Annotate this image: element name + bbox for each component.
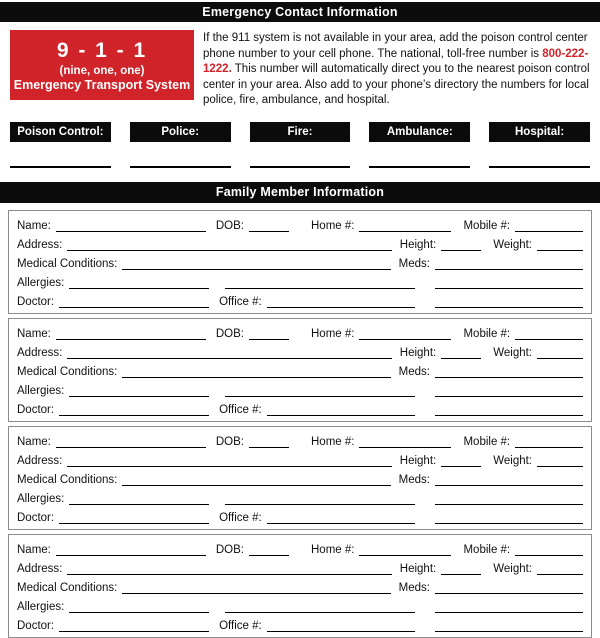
weight-label: Weight: xyxy=(493,346,532,359)
allergies-fill-line xyxy=(69,493,209,505)
weight-label: Weight: xyxy=(493,562,532,575)
home-number-label: Home #: xyxy=(311,327,355,340)
medical-conditions-row xyxy=(17,359,583,378)
allergies-fill-line xyxy=(69,601,209,613)
family-member-header-title: Family Member Information xyxy=(215,184,385,199)
office-number-label: Office #: xyxy=(219,511,262,524)
hospital-fill-line xyxy=(489,166,590,168)
allergies-continuation-line xyxy=(225,277,415,289)
nine-one-one-words: (nine, one, one) xyxy=(59,64,145,77)
medical-conditions-row xyxy=(17,467,583,486)
contact-label-fire: Fire: xyxy=(250,122,351,142)
home-number-fill-line xyxy=(359,328,451,340)
intro-text-after: This number will automatically direct you to the nearest poison control center in your area. Also add to your phone’s directory the numbers for local police, fire, ambulance, and hospital. xyxy=(203,63,590,107)
doctor-fill-line xyxy=(59,404,209,416)
height-fill-line xyxy=(441,347,481,359)
office-number-fill-line xyxy=(267,296,415,308)
dob-label: DOB: xyxy=(215,219,244,232)
weight-fill-line xyxy=(537,563,583,575)
doctor-label: Doctor: xyxy=(17,511,55,524)
doctor-row xyxy=(17,505,583,524)
doctor-fill-line xyxy=(59,620,209,632)
allergies-label: Allergies: xyxy=(17,492,65,505)
meds-continuation-line-2 xyxy=(435,296,583,308)
emergency-transport-system-label: Emergency Transport System xyxy=(13,77,191,92)
home-number-label: Home #: xyxy=(311,219,355,232)
meds-continuation-line-2 xyxy=(435,620,583,632)
mobile-number-fill-line xyxy=(515,220,583,232)
meds-fill-line xyxy=(435,258,583,270)
dob-fill-line xyxy=(249,544,289,556)
medical-conditions-label: Medical Conditions: xyxy=(17,473,118,486)
address-fill-line xyxy=(67,347,391,359)
ambulance-fill-line xyxy=(369,166,470,168)
meds-label: Meds: xyxy=(398,473,430,486)
meds-continuation-line-2 xyxy=(435,512,583,524)
mobile-number-label: Mobile #: xyxy=(463,435,511,448)
medical-conditions-label: Medical Conditions: xyxy=(17,257,118,270)
doctor-row xyxy=(17,613,583,632)
contact-label-ambulance: Ambulance: xyxy=(369,122,470,142)
allergies-row xyxy=(17,270,583,289)
mobile-number-fill-line xyxy=(515,328,583,340)
allergies-fill-line xyxy=(69,277,209,289)
office-number-fill-line xyxy=(267,512,415,524)
family-member-block xyxy=(8,426,592,530)
meds-continuation-line xyxy=(435,493,583,505)
dob-fill-line xyxy=(249,220,289,232)
police-fill-line xyxy=(130,166,231,168)
doctor-fill-line xyxy=(59,512,209,524)
dob-fill-line xyxy=(249,436,289,448)
contact-label-hospital: Hospital: xyxy=(489,122,590,142)
height-label: Height: xyxy=(399,454,437,467)
height-fill-line xyxy=(441,563,481,575)
mobile-number-fill-line xyxy=(515,436,583,448)
nine-one-one-number: 9 - 1 - 1 xyxy=(56,38,148,62)
name-row xyxy=(17,537,583,556)
meds-label: Meds: xyxy=(398,257,430,270)
name-label: Name: xyxy=(17,543,51,556)
allergies-continuation-line xyxy=(225,385,415,397)
name-fill-line xyxy=(56,328,206,340)
allergies-fill-line xyxy=(69,385,209,397)
family-member-block xyxy=(8,210,592,314)
dob-label: DOB: xyxy=(215,327,244,340)
office-number-label: Office #: xyxy=(219,295,262,308)
height-label: Height: xyxy=(399,238,437,251)
home-number-fill-line xyxy=(359,544,451,556)
medical-conditions-fill-line xyxy=(122,366,390,378)
family-member-block xyxy=(8,318,592,422)
meds-label: Meds: xyxy=(398,581,430,594)
medical-conditions-fill-line xyxy=(122,258,390,270)
height-fill-line xyxy=(441,455,481,467)
address-label: Address: xyxy=(17,562,63,575)
meds-continuation-line-2 xyxy=(435,404,583,416)
mobile-number-label: Mobile #: xyxy=(463,327,511,340)
allergies-row xyxy=(17,486,583,505)
home-number-fill-line xyxy=(359,220,451,232)
meds-fill-line xyxy=(435,582,583,594)
address-row xyxy=(17,556,583,575)
home-number-label: Home #: xyxy=(311,543,355,556)
family-member-block xyxy=(8,534,592,638)
address-row xyxy=(17,232,583,251)
name-row xyxy=(17,429,583,448)
meds-label: Meds: xyxy=(398,365,430,378)
name-label: Name: xyxy=(17,219,51,232)
family-member-list xyxy=(0,203,600,638)
doctor-row xyxy=(17,289,583,308)
height-label: Height: xyxy=(399,346,437,359)
emergency-contact-header-title: Emergency Contact Information xyxy=(202,5,398,19)
medical-conditions-fill-line xyxy=(122,582,390,594)
medical-conditions-row xyxy=(17,251,583,270)
allergies-label: Allergies: xyxy=(17,384,65,397)
medical-conditions-label: Medical Conditions: xyxy=(17,581,118,594)
name-fill-line xyxy=(56,220,206,232)
address-row xyxy=(17,340,583,359)
address-label: Address: xyxy=(17,346,63,359)
height-fill-line xyxy=(441,239,481,251)
address-row xyxy=(17,448,583,467)
allergies-continuation-line xyxy=(225,601,415,613)
medical-conditions-label: Medical Conditions: xyxy=(17,365,118,378)
address-label: Address: xyxy=(17,454,63,467)
office-number-label: Office #: xyxy=(219,403,262,416)
weight-label: Weight: xyxy=(493,238,532,251)
meds-continuation-line xyxy=(435,601,583,613)
height-label: Height: xyxy=(399,562,437,575)
doctor-row xyxy=(17,397,583,416)
weight-fill-line xyxy=(537,239,583,251)
emergency-contacts-fill-row xyxy=(0,142,600,168)
name-row xyxy=(17,213,583,232)
dob-fill-line xyxy=(249,328,289,340)
address-fill-line xyxy=(67,563,391,575)
name-fill-line xyxy=(56,436,206,448)
meds-continuation-line xyxy=(435,385,583,397)
allergies-label: Allergies: xyxy=(17,600,65,613)
mobile-number-label: Mobile #: xyxy=(463,543,511,556)
medical-conditions-row xyxy=(17,575,583,594)
name-label: Name: xyxy=(17,435,51,448)
meds-continuation-line xyxy=(435,277,583,289)
address-fill-line xyxy=(67,239,391,251)
fire-fill-line xyxy=(250,166,351,168)
address-fill-line xyxy=(67,455,391,467)
intro-text-before: If the 911 system is not available in your area, add the poison control center phone number to your cell phone. The national, toll-free number is xyxy=(203,32,588,60)
weight-label: Weight: xyxy=(493,454,532,467)
name-label: Name: xyxy=(17,327,51,340)
home-number-label: Home #: xyxy=(311,435,355,448)
contact-label-police: Police: xyxy=(130,122,231,142)
emergency-contact-header-bar xyxy=(0,2,600,22)
poison-control-phone-number: 800-222-1222. xyxy=(203,47,589,76)
family-member-header-bar xyxy=(0,182,600,203)
name-fill-line xyxy=(56,544,206,556)
contact-label-poison-control: Poison Control: xyxy=(10,122,111,142)
allergies-continuation-line xyxy=(225,493,415,505)
mobile-number-label: Mobile #: xyxy=(463,219,511,232)
office-number-fill-line xyxy=(267,620,415,632)
emergency-contacts-label-row xyxy=(0,122,600,142)
medical-conditions-fill-line xyxy=(122,474,390,486)
home-number-fill-line xyxy=(359,436,451,448)
doctor-label: Doctor: xyxy=(17,403,55,416)
dob-label: DOB: xyxy=(215,543,244,556)
doctor-fill-line xyxy=(59,296,209,308)
meds-fill-line xyxy=(435,474,583,486)
name-row xyxy=(17,321,583,340)
allergies-row xyxy=(17,378,583,397)
doctor-label: Doctor: xyxy=(17,295,55,308)
allergies-row xyxy=(17,594,583,613)
weight-fill-line xyxy=(537,347,583,359)
meds-fill-line xyxy=(435,366,583,378)
office-number-label: Office #: xyxy=(219,619,262,632)
weight-fill-line xyxy=(537,455,583,467)
address-label: Address: xyxy=(17,238,63,251)
poison-control-fill-line xyxy=(10,166,111,168)
poison-control-intro-paragraph xyxy=(203,30,590,109)
allergies-label: Allergies: xyxy=(17,276,65,289)
dob-label: DOB: xyxy=(215,435,244,448)
emergency-info-section xyxy=(0,22,600,109)
doctor-label: Doctor: xyxy=(17,619,55,632)
office-number-fill-line xyxy=(267,404,415,416)
nine-one-one-box xyxy=(10,30,194,100)
mobile-number-fill-line xyxy=(515,544,583,556)
